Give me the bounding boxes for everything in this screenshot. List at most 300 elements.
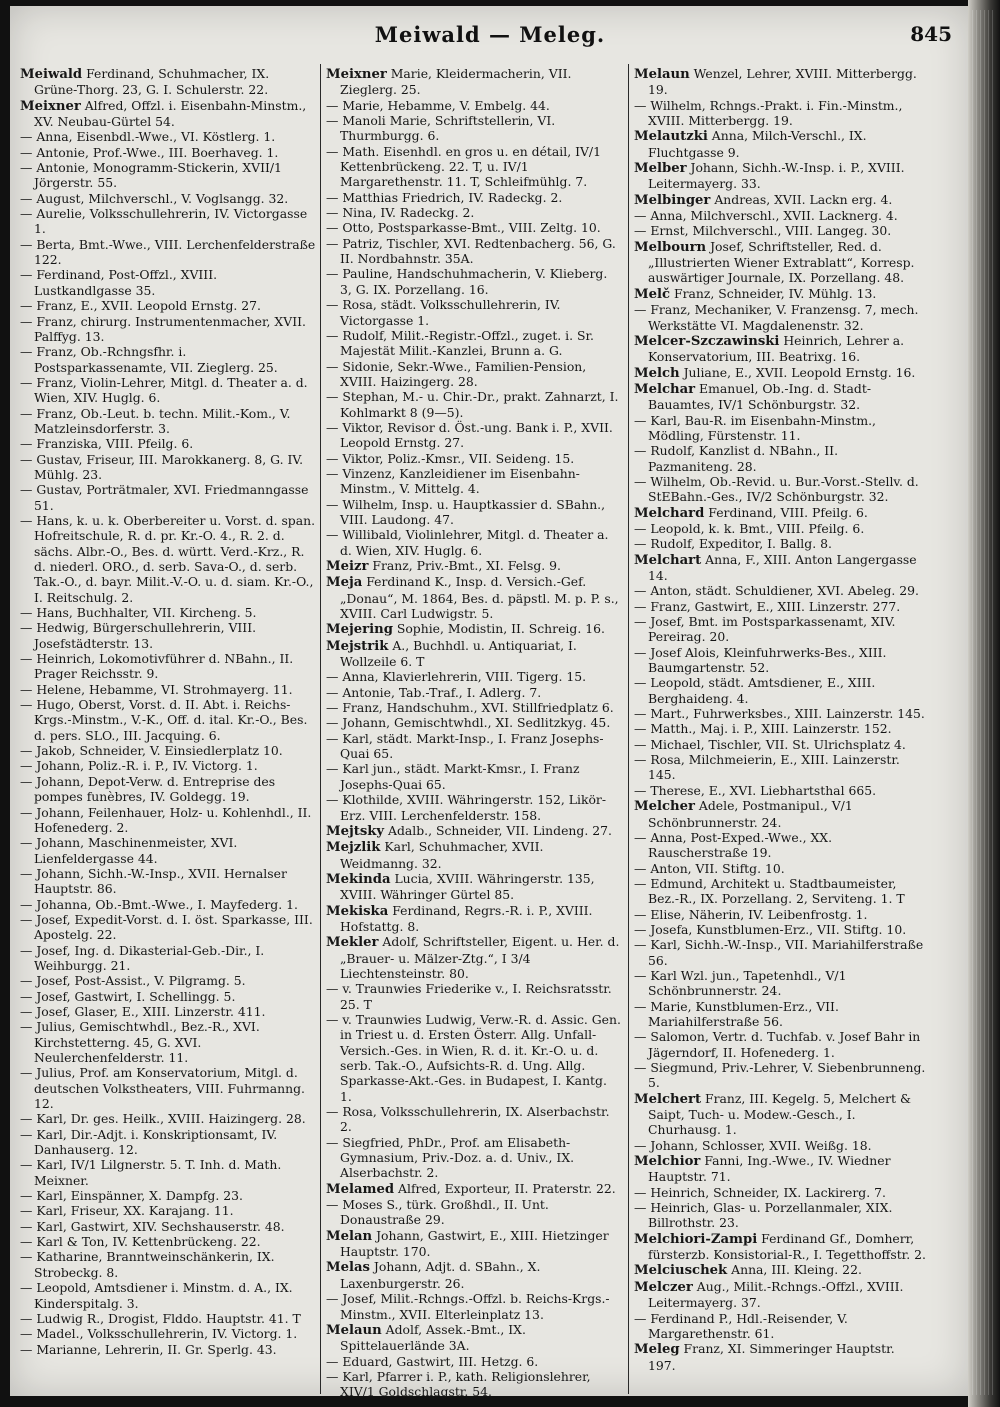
directory-entry [634,474,926,505]
entry-text: — Antonie, Tab.-Traf., I. Adlerg. 7. [326,684,542,700]
entry-text: Franz, III. Kegelg. 5, Melchert & Saipt, Tuch- u. Modew.-Gesch., I. Churhausg. 1. [648,1090,911,1138]
entry-text: — Wilhelm, Rchngs.-Prakt. i. Fin.-Minstm., XVIII. Mitterbergg. 19. [634,97,903,129]
directory-entry [20,1249,316,1280]
entry-text: Lucia, XVIII. Währingerstr. 135, XVIII. Währinger Gürtel 85. [340,870,595,903]
entry-text: — Siegmund, Priv.-Lehrer, V. Siebenbrunneng. 5. [634,1060,926,1091]
entry-text: — Ferdinand, Post-Offzl., XVIII. Lustkandlgasse 35. [20,267,218,298]
directory-entry [20,1326,316,1341]
entry-text: A., Buchhdl. u. Antiquariat, I. Wollzeile 6. T [340,637,577,670]
entry-text: — Katharine, Branntweinschänkerin, IX. Strobeckg. 8. [20,1249,275,1280]
directory-entry [326,527,622,558]
surname-heading: Meja [326,575,363,591]
directory-entry [634,365,926,381]
surname-heading: Melber [634,161,687,177]
entry-text: — Johann, Feilenhauer, Holz- u. Kohlenhdl., II. Hofenederg. 2. [20,804,312,835]
entry-text: — Anton, VII. Stiftg. 10. [634,860,785,876]
surname-heading: Mekinda [326,871,391,887]
directory-page [10,6,970,1400]
directory-entry [634,1279,926,1311]
directory-entry [20,651,316,682]
directory-entry [20,1188,316,1203]
directory-entry [634,302,926,333]
surname-heading: Melaun [326,1322,382,1338]
entry-text: — Rosa, Milchmeierin, E., XIII. Lainzerstr. 145. [634,752,900,783]
entry-text: — Franziska, VIII. Pfeilg. 6. [20,436,194,452]
entry-text: — Karl, Pfarrer i. P., kath. Religionslehrer, XIV/1 Goldschlagstr. 54. [326,1368,591,1400]
entry-text: — Anna, Klavierlehrerin, VIII. Tigerg. 15. [326,669,587,685]
entry-text: — Josef, Post-Assist., V. Pilgramg. 5. [20,973,246,989]
directory-entry [326,497,622,528]
entry-text: — Ernst, Milchverschl., VIII. Langeg. 30. [634,223,892,239]
entry-text: — Rudolf, Expeditor, I. Ballg. 8. [634,536,832,552]
directory-entry [326,205,622,220]
directory-entry [634,583,926,598]
directory-entry [326,1135,622,1181]
surname-heading: Meixner [20,98,81,114]
directory-entry [20,805,316,836]
entry-text: — Rudolf, Kanzlist d. NBahn., II. Pazmaniteng. 28. [634,443,839,474]
entry-text: Josef, Schriftsteller, Red. d. „Illustrierten Wiener Extrablatt“, Korresp. auswärtiger Journale, IX. Porzellang. 48. [648,238,915,286]
directory-entry [20,897,316,912]
entry-text: — August, Milchverschl., V. Voglsangg. 32. [20,190,289,206]
page-edge-lines [972,10,994,1395]
entry-text: Wenzel, Lehrer, XVIII. Mitterbergg. 19. [648,66,917,98]
entry-text: — Karl, Sichh.-W.-Insp., VII. Mariahilferstraße 56. [634,937,924,968]
entry-text: — Karl, Dr. ges. Heilk., XVIII. Haizingerg. 28. [20,1111,306,1127]
entry-text: — Josef, Bmt. im Postsparkassenamt, XIV. Pereirag. 20. [634,614,896,645]
directory-entry [326,1181,622,1197]
directory-entry [20,1234,316,1249]
entry-text: — Eduard, Gastwirt, III. Hetzg. 6. [326,1353,539,1369]
directory-entry [634,937,926,968]
directory-entry [326,761,622,792]
directory-entry [326,1197,622,1228]
entry-text: — Leopold, k. k. Bmt., VIII. Pfeilg. 6. [634,520,865,536]
surname-heading: Melczer [634,1279,693,1295]
surname-heading: Melchior [634,1154,701,1170]
entry-text: — Hans, k. u. k. Oberbereiter u. Vorst. d. span. Hofreitschule, R. d. pr. Kr.-O. 4., R. 2. d. sächs. Albr.-O., Bes. d. württ. Verd.-Krz., R. d. niederl. ORO., d. serb. Sava-O., d. serb. Tak.-O., d. bayr. Milit.-V.-O. u. d. siam. Kr.-O., I. Reitschulg. 2. [20,512,316,605]
directory-entry [326,823,622,839]
entry-text: Adolf, Schriftsteller, Eigent. u. Her. d. „Brauer- u. Mälzer-Ztg.“, I 3/4 Liechtensteinstr. 80. [340,934,620,981]
directory-entry [326,113,622,144]
directory-entry [20,774,316,805]
entry-text: — Rudolf, Milit.-Registr.-Offzl., zuget. i. Sr. Majestät Milit.-Kanzlei, Brunn a. G. [326,327,594,359]
directory-entry [326,389,622,420]
surname-heading: Melamed [326,1181,395,1197]
directory-entry [634,876,926,907]
directory-entry [634,66,926,98]
directory-entry [634,861,926,876]
entry-text: — Gustav, Friseur, III. Marokkanerg. 8, G. IV. Mühlg. 23. [20,451,304,482]
directory-entry [326,715,622,730]
directory-entry [634,1231,926,1263]
surname-heading: Melciuschek [634,1263,728,1279]
surname-heading: Melchiori-Zampi [634,1231,758,1247]
surname-heading: Mejtsky [326,823,385,839]
surname-heading: Mejzlik [326,840,381,856]
directory-entry [634,128,926,160]
entry-text: — Willibald, Violinlehrer, Mitgl. d. Theater a. d. Wien, XIV. Huglg. 6. [326,527,609,558]
directory-entry [634,413,926,444]
directory-entry [634,907,926,922]
entry-text: — Manoli Marie, Schriftstellerin, VI. Thurmburgg. 6. [326,113,556,144]
entry-text: Johann, Adjt. d. SBahn., X. Laxenburgerstr. 26. [340,1259,541,1291]
directory-entry [20,66,316,98]
entry-text: — Josef, Expedit-Vorst. d. I. öst. Sparkasse, III. Apostelg. 22. [20,911,313,943]
entry-text: — Johann, Poliz.-R. i. P., IV. Victorg. 1. [20,758,258,774]
entry-text: — Anton, städt. Schuldiener, XVI. Abeleg. 29. [634,583,919,599]
directory-entry [634,614,926,645]
directory-entry [20,1127,316,1158]
entry-text: Franz, Priv.-Bmt., XI. Felsg. 9. [368,558,561,573]
entry-text: — Josef, Ing. d. Dikasterial-Geb.-Dir., I. Weihburgg. 21. [20,942,265,973]
entry-text: — Josef Alois, Kleinfuhrwerks-Bes., XIII. Baumgartenstr. 52. [634,644,887,676]
directory-entry [634,922,926,937]
entry-text: Alfred, Offzl. i. Eisenbahn-Minstm., XV. Neubau-Gürtel 54. [34,97,307,130]
directory-entry [634,333,926,365]
surname-heading: Melch [634,365,680,381]
directory-entry [20,314,316,345]
directory-entry [326,1354,622,1369]
surname-heading: Melchar [634,381,696,397]
directory-entry [326,1104,622,1135]
directory-entry [20,406,316,437]
entry-text: — Josefa, Kunstblumen-Erz., VII. Stiftg. 10. [634,921,907,937]
entry-text: Ferdinand, VIII. Pfeilg. 6. [704,504,868,520]
entry-text: Johann, Gastwirt, E., XIII. Hietzinger Hauptstr. 170. [340,1227,609,1260]
entry-text: — Karl, Friseur, XX. Karajang. 11. [20,1203,234,1219]
surname-heading: Meiwald [20,67,83,82]
entry-text: — Klothilde, XVIII. Währingerstr. 152, Likör-Erz. VIII. Lerchenfelderstr. 158. [326,792,607,823]
directory-entry [20,237,316,268]
entry-text: — Matth., Maj. i. P., XIII. Lainzerstr. 152. [634,721,892,737]
directory-entry [326,98,622,113]
entry-text: — Josef, Gastwirt, I. Schellingg. 5. [20,988,236,1004]
directory-entry [326,574,622,621]
directory-entry [20,513,316,605]
surname-heading: Melchert [634,1091,702,1107]
page-number: 845 [910,22,952,46]
directory-entry [20,835,316,866]
directory-entry [20,682,316,697]
entry-text: — Leopold, städt. Amtsdiener, E., XIII. Berghaideng. 4. [634,675,876,706]
directory-entry [20,375,316,406]
directory-entry [634,98,926,129]
entry-text: — Franz, chirurg. Instrumentenmacher, XVII. Palffyg. 13. [20,313,306,344]
directory-entry [326,66,622,98]
directory-entry [20,743,316,758]
entry-text: Franz, Schneider, IV. Mühlg. 13. [670,285,877,301]
column-divider [320,64,321,1394]
entry-text: — Math. Eisenhdl. en gros u. en détail, IV/1 Kettenbrückeng. 22. T, u. IV/1 Margarethenstr. 11. T, Schleifmühlg. 7. [326,143,601,190]
directory-entry [20,1065,316,1111]
entry-text: Fanni, Ing.-Wwe., IV. Wiedner Hauptstr. 71. [648,1153,891,1185]
surname-heading: Melan [326,1228,373,1244]
directory-entry [20,191,316,206]
entry-text: Karl, Schuhmacher, XVII. Weidmanng. 32. [340,839,544,871]
entry-text: — Johann, Schlosser, XVII. Weißg. 18. [634,1137,872,1153]
entry-text: Ferdinand K., Insp. d. Versich.-Gef. „Donau“, M. 1864, Bes. d. päpstl. M. p. P. s., XVIII. Carl Ludwigstr. 5. [340,574,619,622]
surname-heading: Meizr [326,559,369,574]
directory-entry [634,999,926,1030]
entry-text: — Matthias Friedrich, IV. Radeckg. 2. [326,189,563,205]
entry-text: — v. Traunwies Ludwig, Verw.-R. d. Assic. Gen. in Triest u. d. Ersten Österr. Allg. Unfall-Versich.-Ges. in Wien, R. d. it. Kr.-O. u. d. serb. Tak.-O., Aufsichts-R. d. Ung. Allg. Sparkasse-Akt.-Ges. in Budapest, I. Kantg. 1. [326,1011,621,1104]
directory-entry [634,599,926,614]
entry-text: — Anna, Eisenbdl.-Wwe., VI. Köstlerg. 1. [20,129,276,145]
directory-entry [326,669,622,684]
directory-entry [326,190,622,205]
page-title: Meiwald — Meleg. [374,22,606,47]
entry-text: Alfred, Exporteur, II. Praterstr. 22. [394,1180,616,1196]
directory-entry [20,129,316,144]
entry-text: — Julius, Prof. am Konservatorium, Mitgl. d. deutschen Volkstheaters, VIII. Fuhrmanng. 12. [20,1065,305,1112]
entry-text: — Ludwig R., Drogist, Flddo. Hauptstr. 41. T [20,1310,301,1326]
directory-entry [634,223,926,238]
directory-entry [326,1012,622,1104]
entry-text: — Karl, Bau-R. im Eisenbahn-Minstm., Mödling, Fürstenstr. 11. [634,412,876,443]
directory-entry [634,552,926,584]
directory-entry [20,1004,316,1019]
directory-entry [634,160,926,192]
directory-entry [20,605,316,620]
entry-text: — Johann, Gemischtwhdl., XI. Sedlitzkyg. 45. [326,715,611,731]
surname-heading: Melbinger [634,192,711,208]
directory-entry [20,989,316,1004]
entry-text: Franz, XI. Simmeringer Hauptstr. 197. [648,1341,895,1373]
entry-text: — Karl, Gastwirt, XIV. Sechshauserstr. 48. [20,1218,285,1234]
entry-text: — Sidonie, Sekr.-Wwe., Familien-Pension, XVIII. Haizingerg. 28. [326,358,587,389]
directory-entry [634,706,926,721]
surname-heading: Melas [326,1260,370,1276]
directory-entry [634,830,926,861]
directory-entry [326,466,622,497]
entry-text: — Johanna, Ob.-Bmt.-Wwe., I. Mayfederg. 1. [20,896,298,912]
entry-text: — Mart., Fuhrwerksbes., XIII. Lainzerstr. 145. [634,706,925,722]
entry-text: Johann, Sichh.-W.-Insp. i. P., XVIII. Leitermayerg. 33. [648,160,905,192]
directory-entry [20,912,316,943]
directory-entry [634,521,926,536]
entry-text: Sophie, Modistin, II. Schreig. 16. [392,621,605,637]
entry-text: — Rosa, städt. Volksschullehrerin, IV. Victorgasse 1. [326,297,561,328]
entry-text: — Gustav, Porträtmaler, XVI. Friedmanngasse 51. [20,482,309,513]
directory-entry [326,220,622,235]
entry-text: — Therese, E., XVI. Liebhartsthal 665. [634,782,877,798]
entry-text: — Patriz, Tischler, XVI. Redtenbacherg. 56, G. II. Nordbahnstr. 35A. [326,235,616,267]
entry-text: Anna, F., XIII. Anton Langergasse 14. [648,551,917,583]
directory-entry [326,731,622,762]
directory-entry [634,381,926,413]
directory-entry [634,798,926,830]
entry-text: — Karl jun., städt. Markt-Kmsr., I. Franz Josephs-Quai 65. [326,761,580,792]
directory-entry [20,1111,316,1126]
directory-entry [634,505,926,521]
entry-text: — Antonie, Monogramm-Stickerin, XVII/1 Jörgerstr. 55. [20,160,282,191]
surname-heading: Melcher [634,799,695,815]
entry-text: — Franz, Ob.-Leut. b. techn. Milit.-Kom., V. Matzleinsdorferstr. 3. [20,405,291,436]
directory-entry [634,1311,926,1342]
directory-entry [20,298,316,313]
directory-entry [326,638,622,670]
entry-text: — Wilhelm, Insp. u. Hauptkassier d. SBahn., VIII. Laudong. 47. [326,496,606,527]
entry-text: — Madel., Volksschullehrerin, IV. Victorg. 1. [20,1326,298,1342]
entry-text: — Salomon, Vertr. d. Tuchfab. v. Josef Bahr in Jägerndorf, II. Hofenederg. 1. [634,1029,921,1060]
directory-entry [20,1019,316,1065]
entry-text: — Karl, städt. Markt-Insp., I. Franz Josephs-Quai 65. [326,730,604,762]
surname-heading: Melautzki [634,129,708,145]
directory-entry [634,1029,926,1060]
entry-text: Aug., Milit.-Rchngs.-Offzl., XVIII. Leitermayerg. 37. [648,1278,904,1311]
directory-entry [326,621,622,637]
entry-text: — Wilhelm, Ob.-Revid. u. Bur.-Vorst.-Stellv. d. StEBahn.-Ges., IV/2 Schönburgstr. 32. [634,473,919,505]
directory-entry [20,1342,316,1357]
directory-entry [326,359,622,390]
directory-entry [326,685,622,700]
directory-entry [326,451,622,466]
directory-entry [634,1138,926,1153]
directory-entry [326,700,622,715]
entry-text: — Heinrich, Glas- u. Porzellanmaler, XIX. Billrothstr. 23. [634,1200,893,1231]
entry-text: Adolf, Assek.-Bmt., IX. Spittelauerlände 3A. [340,1321,526,1354]
directory-entry [20,452,316,483]
directory-entry [634,208,926,223]
entry-text: — Karl Wzl. jun., Tapetenhdl., V/1 Schönbrunnerstr. 24. [634,967,847,999]
entry-text: — Michael, Tischler, VII. St. Ulrichsplatz 4. [634,736,906,752]
directory-entry [326,1291,622,1322]
directory-entry [634,286,926,302]
entry-text: Adalb., Schneider, VII. Lindeng. 27. [384,822,612,838]
entry-text: — Johann, Maschinenmeister, XVI. Lienfeldergasse 44. [20,835,238,866]
directory-entry [634,752,926,783]
directory-entry [634,239,926,286]
entry-text: — Helene, Hebamme, VI. Strohmayerg. 11. [20,681,293,697]
directory-entry [634,1091,926,1138]
entry-text: — Josef, Glaser, E., XIII. Linzerstr. 411. [20,1003,266,1019]
entry-text: — Viktor, Revisor d. Öst.-ung. Bank i. P., XVII. Leopold Ernstg. 27. [326,419,613,451]
entry-text: — Marianne, Lehrerin, II. Gr. Sperlg. 43. [20,1341,277,1357]
entry-text: — Aurelie, Volksschullehrerin, IV. Victorgasse 1. [20,206,308,237]
entry-text: Juliane, E., XVII. Leopold Ernstg. 16. [679,364,916,380]
entry-text: — Pauline, Handschuhmacherin, V. Klieberg. 3, G. IX. Porzellang. 16. [326,266,608,297]
entry-text: — Hans, Buchhalter, VII. Kircheng. 5. [20,605,257,621]
surname-heading: Meixner [326,67,387,82]
directory-entry [326,266,622,297]
directory-entry [326,903,622,935]
entry-text: — Antonie, Prof.-Wwe., III. Boerhaveg. 1. [20,144,279,160]
entry-text: — Siegfried, PhDr., Prof. am Elisabeth-Gymnasium, Priv.-Doz. a. d. Univ., IX. Alserbachstr. 2. [326,1134,575,1181]
directory-entry [326,236,622,267]
directory-entry [634,968,926,999]
directory-entry [20,160,316,191]
directory-entry [20,1157,316,1188]
entry-text: — Franz, Mechaniker, V. Franzensg. 7, mech. Werkstätte VI. Magdalenenstr. 32. [634,302,919,333]
entry-text: — Anna, Milchverschl., XVII. Lacknerg. 4. [634,208,898,224]
entry-text: — Franz, Ob.-Rchngsfhr. i. Postsparkassenamte, VII. Zieglerg. 25. [20,344,278,375]
directory-entry [634,192,926,208]
directory-entry [634,443,926,474]
entry-text: — Nina, IV. Radeckg. 2. [326,205,475,221]
entry-text: — Franz, E., XVII. Leopold Ernstg. 27. [20,298,261,314]
column-1 [20,66,316,1357]
directory-entry [634,1341,926,1373]
directory-entry [634,783,926,798]
directory-entry [20,943,316,974]
directory-entry [326,871,622,903]
directory-entry [326,839,622,871]
directory-entry [20,1311,316,1326]
directory-entry [326,1228,622,1260]
entry-text: — Heinrich, Lokomotivführer d. NBahn., II. Prager Reichsstr. 9. [20,651,294,682]
entry-text: — Hedwig, Bürgerschullehrerin, VIII. Josefstädterstr. 13. [20,620,257,651]
surname-heading: Melchard [634,505,705,521]
directory-entry [20,482,316,513]
entry-text: — Julius, Gemischtwhdl., Bez.-R., XVI. Kirchstetterng. 45, G. XVI. Neulerchenfelderstr. 11. [20,1019,260,1065]
directory-entry [326,144,622,190]
entry-text: — Viktor, Poliz.-Kmsr., VII. Seideng. 15. [326,450,575,466]
entry-text: — Elise, Näherin, IV. Leibenfrostg. 1. [634,906,868,922]
entry-text: — Karl & Ton, IV. Kettenbrückeng. 22. [20,1234,261,1250]
directory-entry [326,981,622,1012]
directory-entry [20,620,316,651]
directory-entry [20,98,316,130]
surname-heading: Melcer-Szczawinski [634,333,780,349]
entry-text: Emanuel, Ob.-Ing. d. Stadt-Bauamtes, IV/1 Schönburgstr. 32. [648,380,872,413]
surname-heading: Melchart [634,552,702,568]
entry-text: Ferdinand, Schuhmacher, IX. Grüne-Thorg. 23, G. I. Schulerstr. 22. [34,66,270,98]
directory-entry [634,737,926,752]
entry-text: Anna, III. Kleing. 22. [727,1262,862,1278]
entry-text: — Franz, Gastwirt, E., XIII. Linzerstr. 277. [634,598,901,614]
directory-entry [20,758,316,773]
entry-text: — Karl, IV/1 Lilgnerstr. 5. T. Inh. d. Math. Meixner. [20,1157,282,1188]
entry-text: — Leopold, Amtsdiener i. Minstm. d. A., IX. Kinderspitalg. 3. [20,1280,293,1311]
directory-entry [634,1060,926,1091]
directory-entry [634,675,926,706]
directory-entry [634,1262,926,1278]
entry-text: — Stephan, M.- u. Chir.-Dr., prakt. Zahnarzt, I. Kohlmarkt 8 (9—5). [326,389,619,420]
directory-entry [634,536,926,551]
entry-text: — Franz, Handschuhm., XVI. Stillfriedplatz 6. [326,700,614,716]
entry-text: Anna, Milch-Verschl., IX. Fluchtgasse 9. [648,128,867,160]
directory-entry [20,206,316,237]
surname-heading: Mejstrik [326,638,389,654]
column-2 [326,66,622,1400]
directory-entry [20,1280,316,1311]
directory-entry [326,558,622,574]
entry-text: — Vinzenz, Kanzleidiener im Eisenbahn-Minstm., V. Mittelg. 4. [326,465,580,497]
directory-entry [634,645,926,676]
directory-entry [326,328,622,359]
entry-text: — Edmund, Architekt u. Stadtbaumeister, Bez.-R., IX. Porzellang. 2, Serviteng. 1. T [634,875,905,907]
directory-entry [326,1369,622,1400]
entry-text: — Josef, Milit.-Rchngs.-Offzl. b. Reichs-Krgs.-Minstm., XVII. Elterleinplatz 13. [326,1291,610,1322]
surname-heading: Mejering [326,622,393,638]
entry-text: — Marie, Kunstblumen-Erz., VII. Mariahilferstraße 56. [634,998,839,1029]
surname-heading: Melaun [634,67,690,82]
directory-entry [20,344,316,375]
directory-entry [634,721,926,736]
entry-text: — Johann, Depot-Verw. d. Entreprise des pompes funèbres, IV. Goldegg. 19. [20,773,276,805]
directory-entry [634,1200,926,1231]
entry-text: — Franz, Violin-Lehrer, Mitgl. d. Theater a. d. Wien, XIV. Huglg. 6. [20,374,308,406]
directory-entry [326,420,622,451]
entry-text: Ferdinand, Regrs.-R. i. P., XVIII. Hofstattg. 8. [340,902,593,934]
entry-text: — Ferdinand P., Hdl.-Reisender, V. Margarethenstr. 61. [634,1310,848,1341]
entry-text: — Berta, Bmt.-Wwe., VIII. Lerchenfelderstraße 122. [20,236,316,268]
surname-heading: Melč [634,286,671,302]
directory-entry [326,1259,622,1291]
directory-entry [20,697,316,743]
surname-heading: Mekiska [326,903,389,919]
